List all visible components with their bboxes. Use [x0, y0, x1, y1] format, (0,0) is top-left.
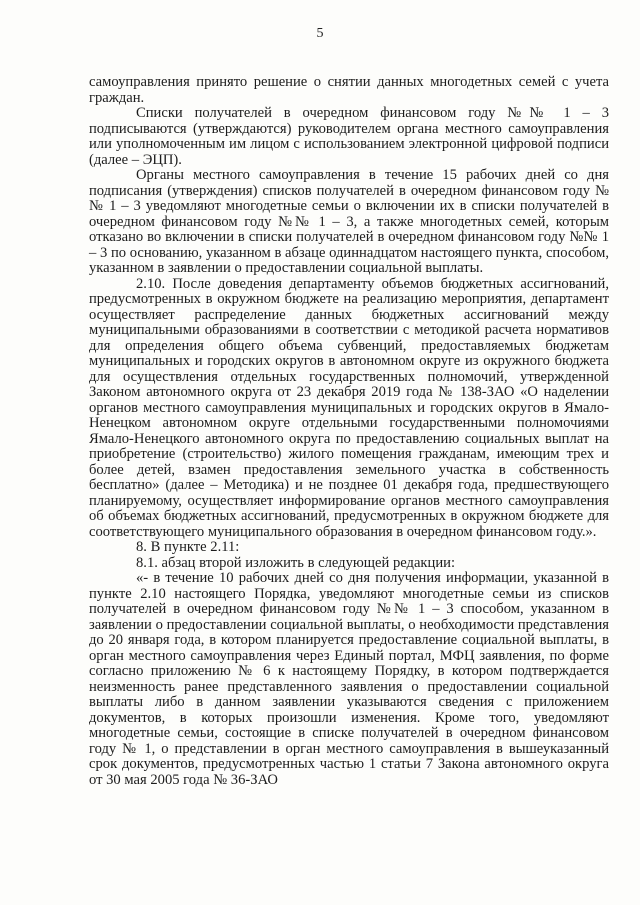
paragraph-item-8: 8. В пункте 2.11: — [136, 539, 240, 555]
paragraph-signing-lists: Списки получателей в очередном финансовом году №№ 1 – 3 подписываются (утверждаются) руководителем органа местного самоуправления или уполномоченным им лицом с использованием электронной цифровой подписи (далее – ЭЦП). — [89, 105, 609, 168]
paragraph-new-wording: «- в течение 10 рабочих дней со дня получения информации, указанной в пункте 2.10 настоящего Порядка, уведомляют многодетные семьи из списков получателей в очередном финансовом году №№ 1 – 3 способом, указанном в заявлении о предоставлении социальной выплаты, о необходимости представления до 20 января года, в котором планируется предоставление социальной выплаты, в орган местного самоуправления через Единый портал, МФЦ заявления, по форме согласно приложению № 6 к настоящему Порядку, в котором подтверждается неизменность ранее представленного заявления о предоставлении социальной выплаты либо в данном заявлении указываются сведения с приложением документов, в которых произошли изменения. Кроме того, уведомляют многодетные семьи, состоящие в списке получателей в очередном финансовом году № 1, о представлении в орган местного самоуправления в вышеуказанный срок документов, предусмотренных частью 1 статьи 7 Закона автономного округа от 30 мая 2005 года № 36-ЗАО — [89, 570, 609, 788]
paragraph-notification: Органы местного самоуправления в течение 15 рабочих дней со дня подписания (утверждения) списков получателей в очередном финансовом году №№ 1 – 3 уведомляют многодетные семьи о включении их в списки получателей в очередном финансовом году №№ 1 – 3, а также многодетных семей, которым отказано во включении в списки получателей в очередном финансовом году №№ 1 – 3 по основанию, указанном в абзаце одиннадцатом настоящего пункта, способом, указанном в заявлении о предоставлении социальной выплаты. — [89, 167, 609, 276]
document-body — [89, 75, 609, 788]
page-number: 5 — [316, 26, 324, 41]
paragraph-2-10: 2.10. После доведения департаменту объемов бюджетных ассигнований, предусмотренных в окружном бюджете на реализацию мероприятия, департамент осуществляет распределение данных бюджетных ассигнований между муниципальными образованиями в соответствии с методикой расчета нормативов для определения общего объема субвенций, предоставляемых бюджетам муниципальных и городских округов в автономном округе из окружного бюджета для осуществления отдельных государственных полномочий, утвержденной Законом автономного округа от 23 декабря 2019 года № 138-ЗАО «О наделении органов местного самоуправления муниципальных и городских округов в Ямало-Ненецком автономном округе отдельными государственными полномочиями Ямало-Ненецкого автономного округа по предоставлению социальных выплат на приобретение (строительство) жилого помещения гражданам, имеющим трех и более детей, взамен предоставления земельного участка в собственность бесплатно» (далее – Методика) и не позднее 01 декабря года, предшествующего планируемому, осуществляет информирование органов местного самоуправления об объемах бюджетных ассигнований, предусмотренных в окружном бюджете для соответствующего муниципального образования в очередном финансовом году.». — [89, 275, 609, 540]
paragraph-continuation: самоуправления принято решение о снятии данных многодетных семей с учета граждан. — [89, 74, 609, 106]
paragraph-item-8-1: 8.1. абзац второй изложить в следующей редакции: — [136, 554, 456, 571]
